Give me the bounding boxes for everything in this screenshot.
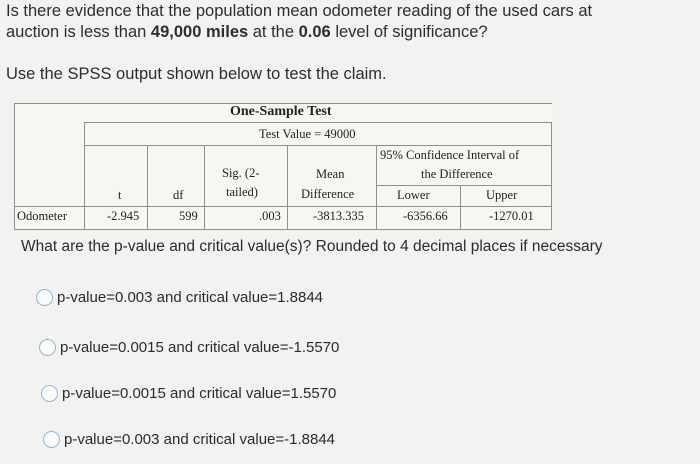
question-text (6, 1, 696, 43)
table-rule (14, 103, 15, 230)
mean-header-2: Difference (301, 187, 355, 201)
ci-header: 95% Confidence Interval of (380, 148, 520, 162)
table-rule (460, 185, 461, 230)
df-header: df (173, 188, 184, 202)
t-header: t (118, 188, 122, 202)
hypothesized-mean: 49,000 miles (150, 23, 249, 41)
option-label: p-value=0.003 and critical value=1.8844 (57, 289, 324, 306)
answer-option-4[interactable] (43, 431, 335, 448)
question-line-1: Is there evidence that the population mean odometer reading of the used cars at (6, 2, 593, 20)
table-rule (204, 145, 205, 230)
sig-header: Sig. (2- (222, 166, 260, 180)
upper-header: Upper (486, 188, 518, 202)
option-label: p-value=0.0015 and critical value=-1.5570 (60, 339, 340, 356)
sig-value: .003 (259, 209, 281, 223)
t-value: -2.945 (107, 209, 140, 223)
table-rule (84, 122, 85, 230)
spss-output-table (14, 103, 552, 230)
table-rule (376, 185, 552, 186)
option-label: p-value=0.0015 and critical value=1.5570 (62, 385, 337, 402)
instruction-text: Use the SPSS output shown below to test the claim. (6, 65, 387, 83)
sig-header-2: tailed) (226, 185, 258, 199)
table-rule (84, 145, 552, 146)
radio-button-icon[interactable] (43, 431, 60, 448)
table-title: One-Sample Test (230, 104, 332, 119)
significance-level: 0.06 (298, 23, 331, 41)
answer-option-3[interactable] (41, 385, 336, 402)
answer-option-2[interactable] (39, 339, 339, 356)
lower-value: -6356.66 (403, 209, 448, 223)
table-rule (287, 145, 288, 230)
answer-option-1[interactable] (36, 289, 323, 306)
mean-difference-value: -3813.335 (313, 209, 365, 223)
question-line-2: auction is less than 49,000 miles at the 0.06 level of significance? (6, 23, 488, 41)
ci-header-2: the Difference (421, 167, 493, 181)
option-label: p-value=0.003 and critical value=-1.8844 (64, 431, 336, 448)
upper-value: -1270.01 (489, 209, 534, 223)
lower-header: Lower (397, 188, 430, 202)
radio-button-icon[interactable] (39, 339, 56, 356)
radio-button-icon[interactable] (36, 289, 53, 306)
table-rule (14, 229, 552, 230)
mean-header: Mean (316, 167, 345, 181)
table-rule (147, 145, 148, 230)
sub-question: What are the p-value and critical value(s)? Rounded to 4 decimal places if necessary (21, 238, 603, 255)
table-rule (14, 206, 552, 207)
table-rule (84, 122, 552, 123)
radio-button-icon[interactable] (41, 385, 58, 402)
df-value: 599 (179, 209, 198, 223)
table-rule (376, 145, 377, 230)
test-value: Test Value = 49000 (259, 127, 356, 141)
table-rule (551, 122, 552, 230)
row-label: Odometer (17, 209, 67, 223)
